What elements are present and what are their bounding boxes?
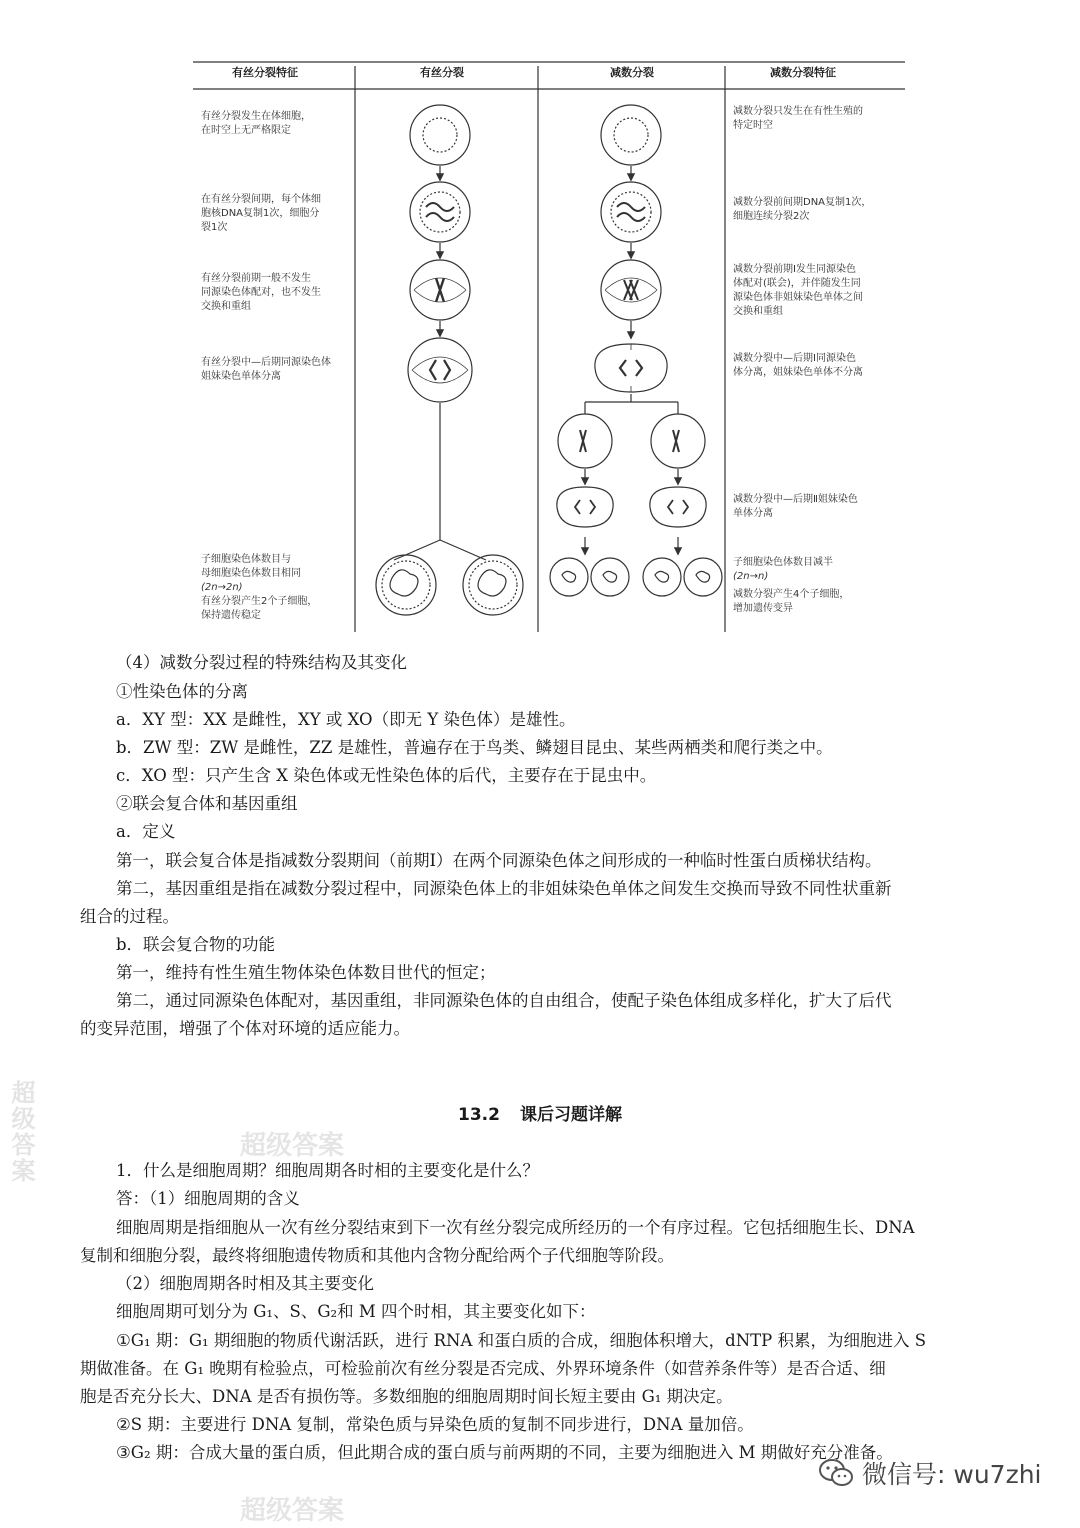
answer-line: 答：（1）细胞周期的含义	[116, 1189, 300, 1208]
paragraph: 组合的过程。	[80, 907, 179, 926]
header-mitosis-features: 有丝分裂特征	[232, 66, 298, 79]
answer-line: 细胞周期可划分为 G₁、S、G₂和 M 四个时相，其主要变化如下：	[116, 1302, 596, 1321]
right-note: 减数分裂中—后期Ⅰ同源染色 体分离，姐妹染色单体不分离	[733, 353, 863, 378]
left-note: 有丝分裂发生在体细胞， 在时空上无严格限定	[201, 111, 311, 136]
paragraph: ②联会复合体和基因重组	[116, 794, 298, 813]
right-note: 减数分裂只发生在有性生殖的 特定时空	[733, 106, 863, 131]
section-number: 13.2	[458, 1105, 500, 1125]
section-title: 课后习题详解	[519, 1105, 622, 1125]
cell-diagram	[0, 0, 1080, 640]
watermark: 超级答案	[7, 1080, 35, 1184]
paragraph: 第二，基因重组是指在减数分裂过程中，同源染色体上的非姐妹染色单体之间发生交换而导致不同性状重新	[116, 879, 892, 898]
paragraph: （4）减数分裂过程的特殊结构及其变化	[116, 653, 407, 672]
section-heading	[0, 1100, 1080, 1125]
paragraph: b．ZW 型：ZW 是雌性，ZZ 是雄性，普遍存在于鸟类、鳞翅目昆虫、某些两栖类和爬行类之中。	[116, 738, 833, 757]
left-note: 有丝分裂中—后期同源染色体 姐妹染色单体分离	[201, 357, 331, 382]
wechat-badge	[818, 1455, 1041, 1491]
right-note: 减数分裂前间期DNA复制1次， 细胞连续分裂2次	[733, 197, 872, 222]
paragraph: ①性染色体的分离	[116, 682, 248, 701]
watermark: 超级答案	[240, 1496, 345, 1526]
right-note: 子细胞染色体数目减半	[733, 557, 833, 568]
left-note: (2n→2n)	[201, 582, 243, 593]
header-meiosis-features: 减数分裂特征	[770, 66, 836, 79]
answer-line: ①G₁ 期：G₁ 期细胞的物质代谢活跃，进行 RNA 和蛋白质的合成，细胞体积增大，dNTP 积累，为细胞进入 S	[116, 1331, 927, 1350]
mitosis-cells	[376, 105, 523, 615]
header-mitosis: 有丝分裂	[420, 66, 464, 79]
header-meiosis: 减数分裂	[610, 66, 654, 79]
paragraph: a．定义	[116, 822, 176, 841]
left-note: 有丝分裂前期一般不发生 同源染色体配对，也不发生 交换和重组	[201, 273, 321, 312]
paragraph: 第二，通过同源染色体配对，基因重组，非同源染色体的自由组合，使配子染色体组成多样化，扩大了后代	[116, 991, 892, 1010]
paragraph: 第一，维持有性生殖生物体染色体数目世代的恒定；	[116, 963, 496, 982]
wechat-id: 微信号: wu7zhi	[862, 1460, 1042, 1489]
question: 1．什么是细胞周期？细胞周期各时相的主要变化是什么？	[116, 1161, 539, 1180]
right-note: (2n→n)	[733, 571, 769, 582]
paragraph: a．XY 型：XX 是雌性，XY 或 XO（即无 Y 染色体）是雄性。	[116, 710, 576, 729]
answer-line: ②S 期：主要进行 DNA 复制，常染色质与异染色质的复制不同步进行，DNA 量加倍。	[116, 1415, 754, 1434]
answer-line: 胞是否充分长大、DNA 是否有损伤等。多数细胞的细胞周期时间长短主要由 G₁ 期决定。	[80, 1387, 733, 1406]
paragraph: b．联会复合物的功能	[116, 935, 276, 954]
answer-line: 期做准备。在 G₁ 晚期有检验点，可检验前次有丝分裂是否完成、外界环境条件（如营养条件等）是否合适、细	[80, 1359, 886, 1378]
answer-line: ③G₂ 期：合成大量的蛋白质，但此期合成的蛋白质与前两期的不同，主要为细胞进入 M 期做好充分准备。	[116, 1443, 893, 1462]
watermark: 超级答案	[240, 1131, 345, 1161]
left-note: 有丝分裂产生2个子细胞， 保持遗传稳定	[201, 596, 318, 621]
mitosis-meiosis-figure	[0, 0, 1080, 640]
answer-line: 细胞周期是指细胞从一次有丝分裂结束到下一次有丝分裂完成所经历的一个有序过程。它包括细胞生长、DNA	[116, 1218, 915, 1237]
right-note: 减数分裂前期Ⅰ发生同源染色 体配对(联会)，并伴随发生同 源染色体非姐妹染色单体之间 交换和重组	[733, 264, 863, 317]
wechat-icon	[818, 1458, 854, 1488]
paragraph: 第一，联会复合体是指减数分裂期间（前期Ⅰ）在两个同源染色体之间形成的一种临时性蛋白质梯状结构。	[116, 851, 882, 870]
paragraph: 的变异范围，增强了个体对环境的适应能力。	[80, 1019, 410, 1038]
left-note: 在有丝分裂间期，每个体细 胞核DNA复制1次，细胞分 裂1次	[201, 194, 321, 233]
left-note: 子细胞染色体数目与 母细胞染色体数目相同	[201, 554, 301, 579]
answer-line: 复制和细胞分裂，最终将细胞遗传物质和其他内含物分配给两个子代细胞等阶段。	[80, 1246, 674, 1265]
meiosis-cells	[550, 105, 722, 596]
right-note: 减数分裂产生4个子细胞， 增加遗传变异	[733, 589, 850, 614]
right-note: 减数分裂中—后期Ⅱ姐妹染色 单体分离	[733, 494, 858, 519]
paragraph: c．XO 型：只产生含 X 染色体或无性染色体的后代，主要存在于昆虫中。	[116, 766, 657, 785]
answer-line: （2）细胞周期各时相及其主要变化	[116, 1274, 374, 1293]
